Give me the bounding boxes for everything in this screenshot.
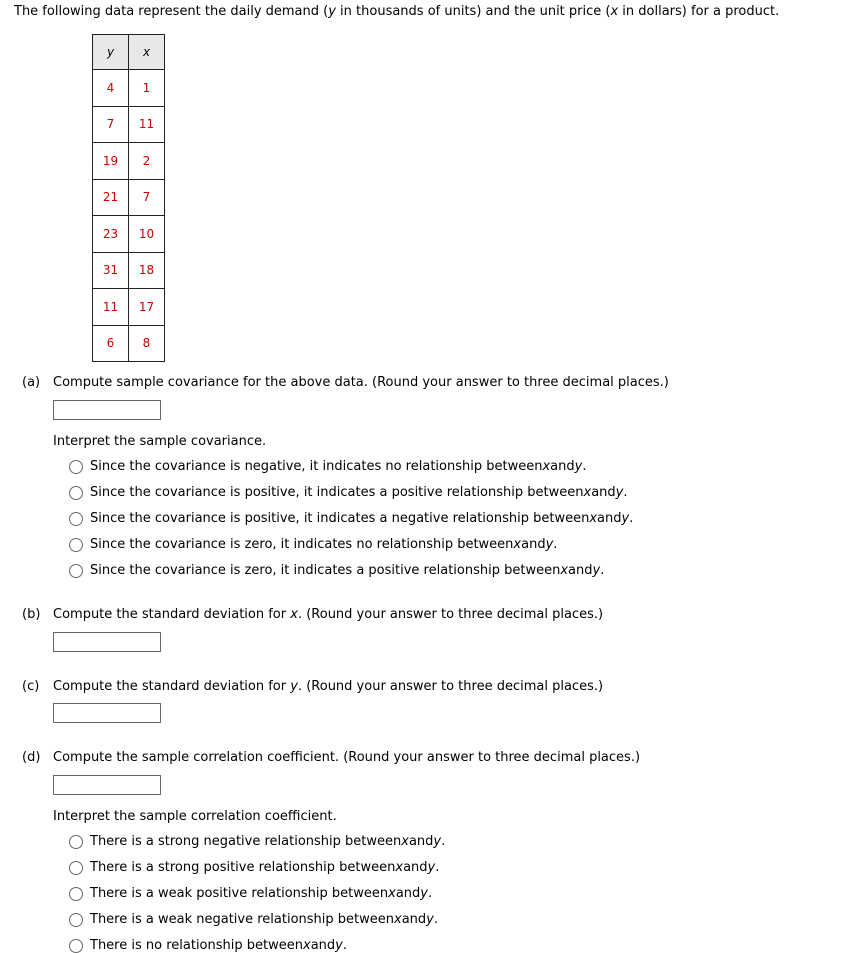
radio-button[interactable] bbox=[69, 887, 83, 901]
part-d-prompt: Compute the sample correlation coefficient. (Round your answer to three decimal places.) bbox=[53, 750, 641, 765]
covariance-option-2[interactable]: Since the covariance is positive, it indicates a positive relationship between x and y . bbox=[69, 485, 628, 500]
part-c-question: (c) Compute the standard deviation for y. (Round your answer to three decimal places.) bbox=[22, 679, 604, 694]
radio-button[interactable] bbox=[69, 538, 83, 552]
covariance-option-1[interactable]: Since the covariance is negative, it indicates no relationship between x and y . bbox=[69, 459, 586, 474]
part-a-label: (a) bbox=[22, 375, 41, 390]
part-a-interpret-label: Interpret the sample covariance. bbox=[53, 434, 267, 449]
correlation-option-2[interactable]: There is a strong positive relationship between x and y . bbox=[69, 860, 439, 875]
radio-button[interactable] bbox=[69, 512, 83, 526]
cell-y: 4 bbox=[93, 70, 129, 107]
cell-x: 8 bbox=[129, 325, 165, 362]
covariance-answer-input[interactable] bbox=[53, 400, 161, 420]
cell-y: 7 bbox=[93, 106, 129, 143]
table-row bbox=[93, 70, 165, 107]
part-a-prompt: Compute sample covariance for the above data. (Round your answer to three decimal places.) bbox=[53, 375, 669, 390]
table-row bbox=[93, 216, 165, 253]
radio-button[interactable] bbox=[69, 939, 83, 953]
cell-y: 11 bbox=[93, 289, 129, 326]
radio-button[interactable] bbox=[69, 564, 83, 578]
cell-x: 10 bbox=[129, 216, 165, 253]
correlation-option-1[interactable]: There is a strong negative relationship between x and y . bbox=[69, 834, 445, 849]
cell-x: 18 bbox=[129, 252, 165, 289]
part-c-label: (c) bbox=[22, 679, 40, 694]
covariance-option-4[interactable]: Since the covariance is zero, it indicates no relationship between x and y . bbox=[69, 537, 557, 552]
radio-button[interactable] bbox=[69, 913, 83, 927]
part-d-question bbox=[22, 750, 640, 765]
cell-x: 1 bbox=[129, 70, 165, 107]
table-row bbox=[93, 289, 165, 326]
part-d-label: (d) bbox=[22, 750, 41, 765]
cell-x: 11 bbox=[129, 106, 165, 143]
cell-y: 19 bbox=[93, 143, 129, 180]
radio-button[interactable] bbox=[69, 835, 83, 849]
cell-x: 2 bbox=[129, 143, 165, 180]
covariance-option-5[interactable]: Since the covariance is zero, it indicates a positive relationship between x and y . bbox=[69, 563, 604, 578]
part-a-question bbox=[22, 375, 669, 390]
radio-button[interactable] bbox=[69, 460, 83, 474]
correlation-answer-input[interactable] bbox=[53, 775, 161, 795]
correlation-option-5[interactable]: There is no relationship between x and y . bbox=[69, 938, 347, 953]
column-header-x: x bbox=[129, 35, 165, 70]
table-row bbox=[93, 179, 165, 216]
cell-x: 7 bbox=[129, 179, 165, 216]
column-header-y: y bbox=[93, 35, 129, 70]
radio-button[interactable] bbox=[69, 486, 83, 500]
cell-y: 31 bbox=[93, 252, 129, 289]
cell-y: 23 bbox=[93, 216, 129, 253]
part-b-question: (b) Compute the standard deviation for x. (Round your answer to three decimal places.) bbox=[22, 607, 604, 622]
std-dev-y-answer-input[interactable] bbox=[53, 703, 161, 723]
table-header-row bbox=[93, 35, 165, 70]
cell-x: 17 bbox=[129, 289, 165, 326]
covariance-option-3[interactable]: Since the covariance is positive, it indicates a negative relationship between x and y . bbox=[69, 511, 633, 526]
problem-statement: The following data represent the daily demand (y in thousands of units) and the unit price (x in dollars) for a product. bbox=[14, 4, 780, 19]
std-dev-x-answer-input[interactable] bbox=[53, 632, 161, 652]
table-row bbox=[93, 325, 165, 362]
data-table bbox=[92, 34, 165, 362]
part-d-interpret-label: Interpret the sample correlation coefficient. bbox=[53, 809, 337, 824]
table-row bbox=[93, 106, 165, 143]
part-b-label: (b) bbox=[22, 607, 41, 622]
correlation-option-4[interactable]: There is a weak negative relationship between x and y . bbox=[69, 912, 438, 927]
correlation-option-3[interactable]: There is a weak positive relationship between x and y . bbox=[69, 886, 432, 901]
cell-y: 21 bbox=[93, 179, 129, 216]
radio-button[interactable] bbox=[69, 861, 83, 875]
cell-y: 6 bbox=[93, 325, 129, 362]
table-row bbox=[93, 252, 165, 289]
table-row bbox=[93, 143, 165, 180]
